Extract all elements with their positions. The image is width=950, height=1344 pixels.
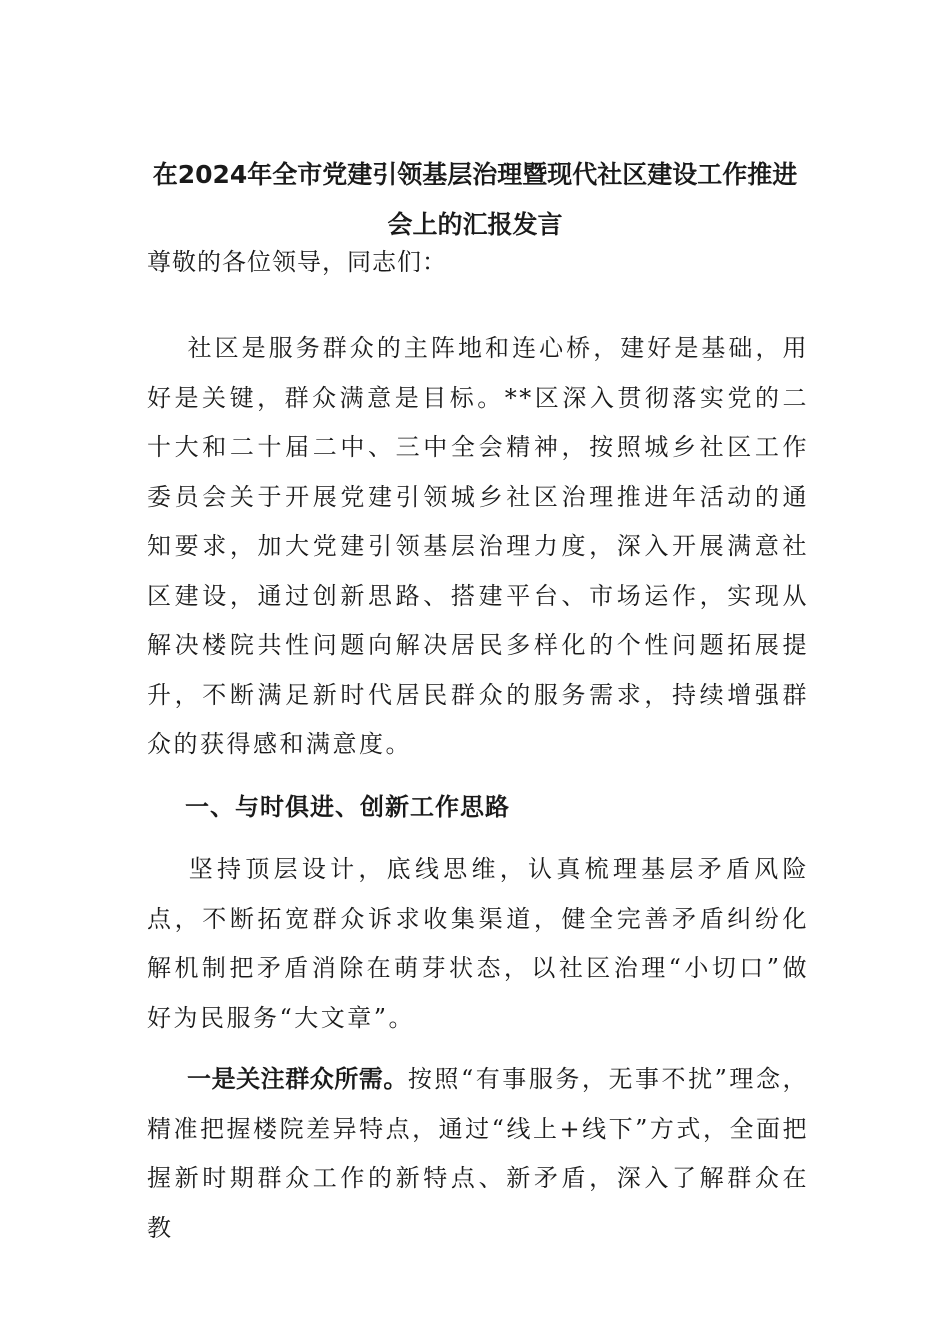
paragraph-point1-lead: 一是关注群众所需。 (187, 1065, 408, 1093)
paragraph-intro (147, 324, 809, 770)
title-line-2: 会上的汇报发言 (387, 210, 563, 239)
paragraph-intro-text: 社区是服务群众的主阵地和连心桥，建好是基础，用好是关键，群众满意是目标。**区深入贯彻落实党的二十大和二十届二中、三中全会精神，按照城乡社区工作委员会关于开展党建引领城乡社区治理推进年活动的通知要求，加大党建引领基层治理力度，深入开展满意社区建设，通过创新思路、搭建平台、市场运作，实现从解决楼院共性问题向解决居民多样化的个性问题拓展提升，不断满足新时代居民群众的服务需求，持续增强群众的获得感和满意度。 (147, 334, 809, 758)
paragraph-section1-text: 坚持顶层设计，底线思维，认真梳理基层矛盾风险点，不断拓宽群众诉求收集渠道，健全完善矛盾纠纷化解机制把矛盾消除在萌芽状态，以社区治理“小切口”做好为民服务“大文章”。 (147, 855, 809, 1032)
paragraph-section1 (147, 845, 809, 1043)
paragraph-point1-text: 按照“有事服务，无事不扰”理念，精准把握楼院差异特点，通过“线上+线下”方式，全面把握新时期群众工作的新特点、新矛盾，深入了解群众在教 (147, 1065, 810, 1242)
section-heading-1: 一、与时俱进、创新工作思路 (185, 793, 510, 821)
document-title (120, 150, 830, 250)
title-line-1: 在2024年全市党建引领基层治理暨现代社区建设工作推进 (152, 160, 798, 189)
greeting: 尊敬的各位领导，同志们： (147, 248, 447, 276)
paragraph-point1 (147, 1055, 809, 1253)
